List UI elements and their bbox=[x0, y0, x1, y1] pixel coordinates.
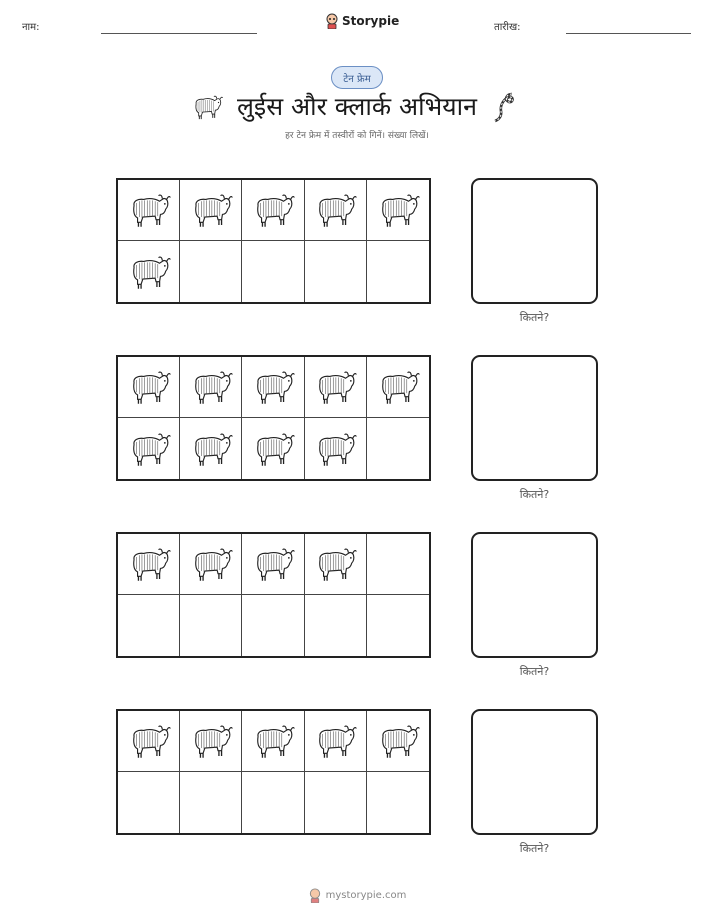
frame-cell bbox=[367, 357, 429, 418]
yak-icon bbox=[251, 365, 295, 409]
brand-logo bbox=[325, 13, 399, 29]
yak-icon bbox=[189, 188, 233, 232]
frame-cell bbox=[118, 772, 180, 833]
answer-box[interactable] bbox=[471, 709, 598, 835]
frame-cell bbox=[305, 772, 367, 833]
yak-icon bbox=[189, 427, 233, 471]
frame-cell bbox=[242, 534, 304, 595]
frame-cell bbox=[305, 241, 367, 302]
ten-frame bbox=[116, 532, 431, 658]
yak-icon bbox=[376, 719, 420, 763]
storypie-logo-icon bbox=[308, 888, 322, 903]
frame-cell bbox=[242, 357, 304, 418]
frame-cell bbox=[118, 357, 180, 418]
name-label: नाम: bbox=[22, 22, 40, 33]
frame-cell bbox=[367, 241, 429, 302]
ten-frame bbox=[116, 178, 431, 304]
date-line[interactable] bbox=[566, 33, 691, 34]
brand-name: Storypie bbox=[342, 14, 400, 28]
count-prompt: कितने? bbox=[519, 842, 550, 855]
frame-cell bbox=[367, 595, 429, 656]
frame-cell bbox=[180, 711, 242, 772]
frame-cell bbox=[367, 711, 429, 772]
frame-cell bbox=[242, 180, 304, 241]
date-label: तारीख: bbox=[494, 22, 521, 33]
frame-cell bbox=[305, 418, 367, 479]
frame-cell bbox=[118, 418, 180, 479]
answer-box[interactable] bbox=[471, 532, 598, 658]
frame-cell bbox=[180, 241, 242, 302]
frame-cell bbox=[180, 418, 242, 479]
footer-url: mystorypie.com bbox=[325, 890, 407, 901]
storypie-logo-icon bbox=[325, 13, 339, 29]
yak-icon bbox=[313, 188, 357, 232]
frame-cell bbox=[242, 595, 304, 656]
page-title: लुईस और क्लार्क अभियान bbox=[236, 92, 478, 121]
frame-cell bbox=[367, 180, 429, 241]
name-line[interactable] bbox=[101, 33, 257, 34]
yak-icon bbox=[376, 188, 420, 232]
frame-cell bbox=[305, 357, 367, 418]
rope-icon bbox=[492, 91, 518, 123]
frame-cell bbox=[367, 534, 429, 595]
answer-box[interactable] bbox=[471, 178, 598, 304]
frame-cell bbox=[367, 772, 429, 833]
yak-icon bbox=[251, 542, 295, 586]
frame-cell bbox=[305, 595, 367, 656]
yak-icon bbox=[251, 188, 295, 232]
yak-icon bbox=[127, 365, 171, 409]
yak-icon bbox=[127, 188, 171, 232]
footer bbox=[0, 888, 714, 903]
frame-cell bbox=[180, 595, 242, 656]
frame-cell bbox=[118, 180, 180, 241]
ten-frame bbox=[116, 355, 431, 481]
frame-cell bbox=[180, 180, 242, 241]
frame-cell bbox=[180, 357, 242, 418]
count-prompt: कितने? bbox=[519, 488, 550, 501]
frame-cell bbox=[242, 418, 304, 479]
yak-icon bbox=[189, 365, 233, 409]
frame-cell bbox=[118, 534, 180, 595]
yak-icon bbox=[251, 427, 295, 471]
yak-icon bbox=[127, 250, 171, 294]
topic-badge: टेन फ्रेम bbox=[331, 66, 383, 89]
yak-icon bbox=[127, 719, 171, 763]
frame-cell bbox=[242, 711, 304, 772]
frame-cell bbox=[305, 534, 367, 595]
ten-frame bbox=[116, 709, 431, 835]
yak-icon bbox=[251, 719, 295, 763]
frame-cell bbox=[367, 418, 429, 479]
yak-icon bbox=[313, 427, 357, 471]
frame-cell bbox=[180, 534, 242, 595]
frame-cell bbox=[118, 711, 180, 772]
frame-cell bbox=[305, 711, 367, 772]
yak-icon bbox=[313, 719, 357, 763]
count-prompt: कितने? bbox=[519, 665, 550, 678]
yak-icon bbox=[376, 365, 420, 409]
yak-icon bbox=[127, 542, 171, 586]
frame-cell bbox=[180, 772, 242, 833]
yak-icon bbox=[313, 542, 357, 586]
frame-cell bbox=[305, 180, 367, 241]
frame-cell bbox=[242, 772, 304, 833]
frame-cell bbox=[118, 595, 180, 656]
count-prompt: कितने? bbox=[519, 311, 550, 324]
yak-icon bbox=[189, 542, 233, 586]
yak-icon bbox=[313, 365, 357, 409]
frame-cell bbox=[118, 241, 180, 302]
yak-icon bbox=[127, 427, 171, 471]
yak-icon bbox=[189, 719, 233, 763]
answer-box[interactable] bbox=[471, 355, 598, 481]
instructions: हर टेन फ्रेम में तस्वीरों को गिनें। संख्या लिखें। bbox=[285, 131, 429, 141]
frame-cell bbox=[242, 241, 304, 302]
